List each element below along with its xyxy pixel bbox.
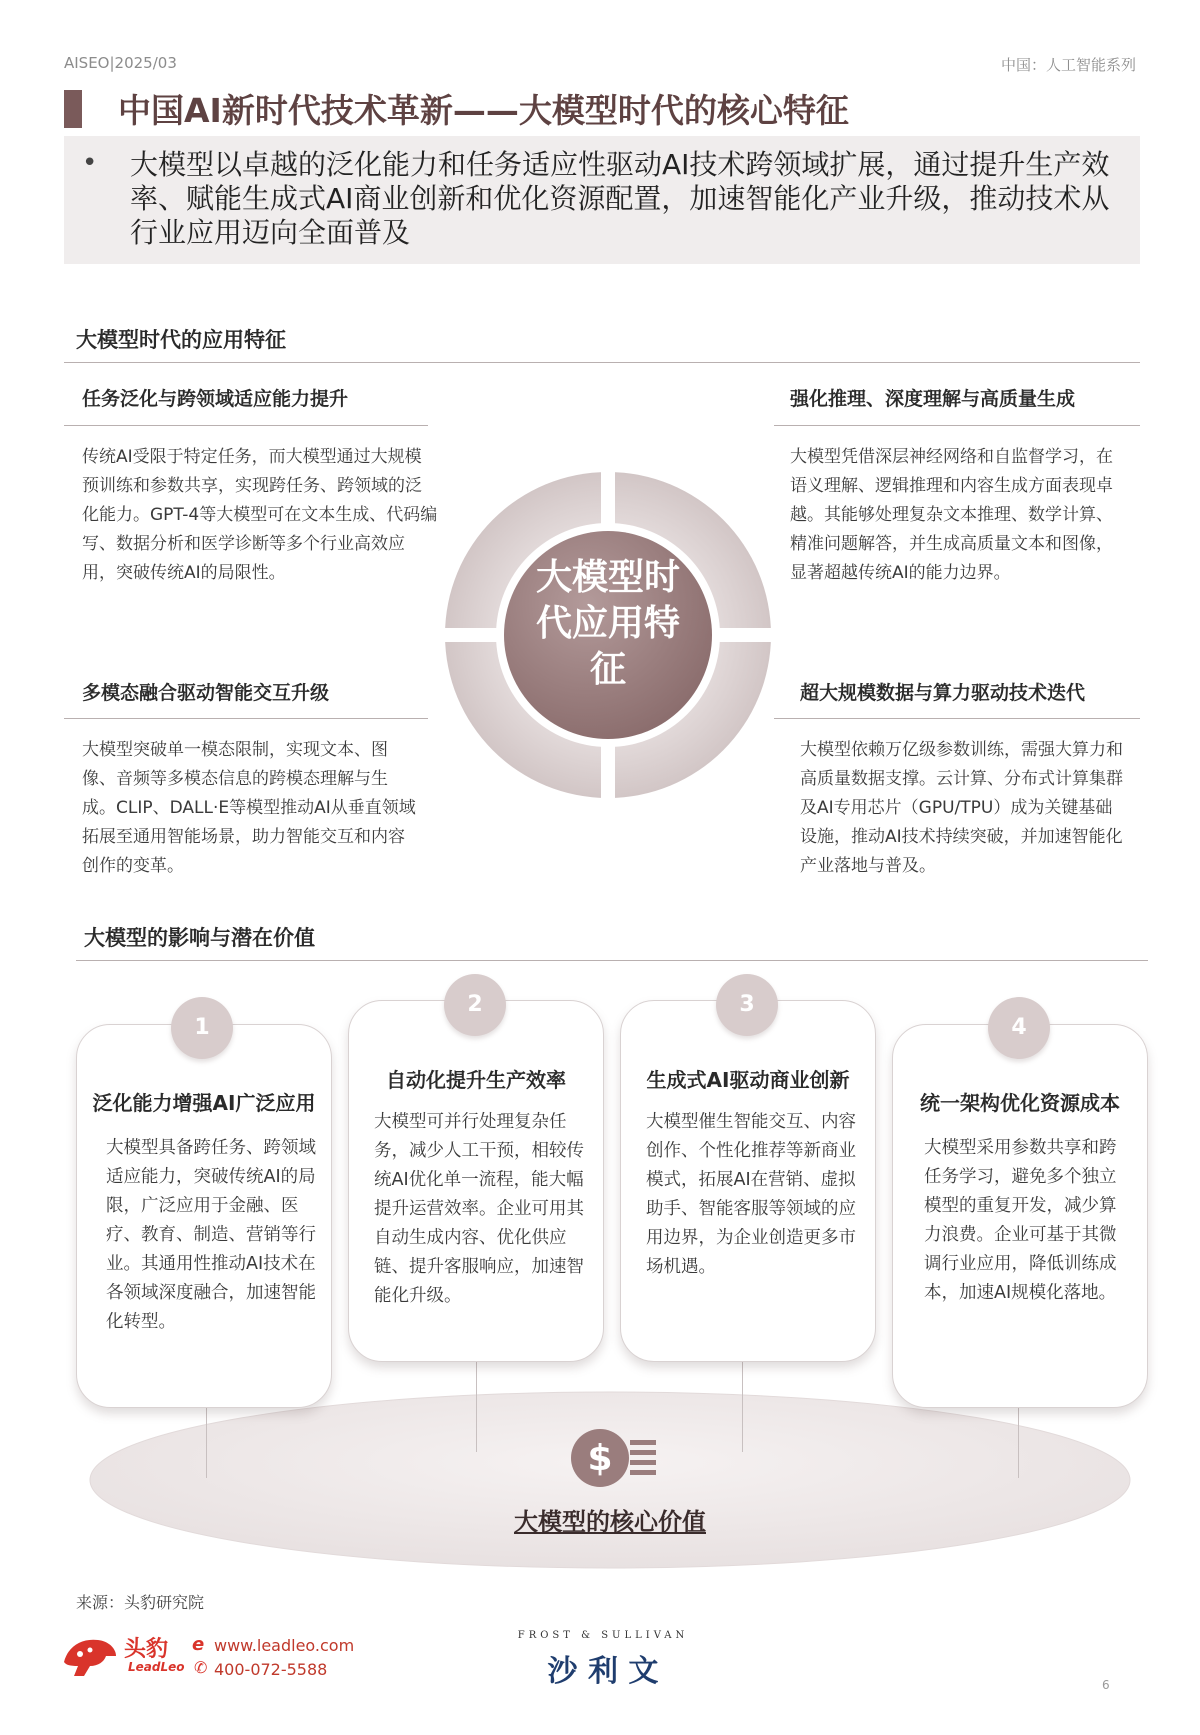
footer-phone: 400-072-5588 (214, 1660, 328, 1679)
report-code: AISEO|2025/03 (64, 54, 177, 72)
feature-1-title: 任务泛化与跨领域适应能力提升 (82, 388, 349, 410)
connector-line-2 (476, 1362, 477, 1452)
title-accent-bar (64, 90, 82, 128)
leopard-logo-icon (60, 1632, 120, 1678)
section2-title: 大模型的影响与潜在价值 (84, 926, 315, 950)
section1-divider (64, 362, 1140, 363)
value-card-2-number: 2 (444, 974, 506, 1036)
feature-2-title: 强化推理、深度理解与高质量生成 (790, 388, 1076, 410)
value-card-1-title: 泛化能力增强AI广泛应用 (92, 1091, 316, 1115)
feature-1-body: 传统AI受限于特定任务，而大模型通过大规模预训练和参数共享，实现跨任务、跨领域的泛化能力。GPT-4等大模型可在文本生成、代码编写、数据分析和医学诊断等多个行业高效应用，突破传统AI的局限性。 (82, 447, 438, 583)
value-card-4-number: 4 (988, 997, 1050, 1059)
feature-3-title: 多模态融合驱动智能交互升级 (82, 682, 330, 704)
value-card-4-body: 大模型采用参数共享和跨任务学习，避免多个独立模型的重复开发，减少算力浪费。企业可基于其微调行业应用，降低训练成本，加速AI规模化落地。 (924, 1138, 1117, 1303)
bullet-icon: • (82, 148, 98, 178)
feature-2-divider (774, 425, 1140, 426)
core-value-label: 大模型的核心价值 (514, 1508, 706, 1536)
section1-title: 大模型时代的应用特征 (76, 328, 286, 352)
feature-4-divider (774, 718, 1140, 719)
value-card-1-number: 1 (171, 997, 233, 1059)
section2-divider (76, 960, 1148, 961)
feature-3-body: 大模型突破单一模态限制，实现文本、图像、音频等多模态信息的跨模态理解与生成。CLIP、DALL·E等模型推动AI从垂直领域拓展至通用智能场景，助力智能交互和内容创作的变革。 (82, 740, 416, 876)
value-card-2-body: 大模型可并行处理复杂任务，减少人工干预，相较传统AI优化单一流程，能大幅提升运营效率。企业可用其自动生成内容、优化供应链、提升客服响应，加速智能化升级。 (374, 1112, 584, 1306)
partner-cn: 沙 利 文 (547, 1654, 659, 1689)
value-card-3-number: 3 (716, 974, 778, 1036)
source-note: 来源：头豹研究院 (76, 1593, 205, 1612)
feature-4-body: 大模型依赖万亿级参数训练，需强大算力和高质量数据支撑。云计算、分布式计算集群及AI专用芯片（GPU/TPU）成为关键基础设施，推动AI技术持续突破，并加速智能化产业落地与普及。 (800, 740, 1123, 876)
feature-2-body: 大模型凭借深层神经网络和自监督学习，在语义理解、逻辑推理和内容生成方面表现卓越。其能够处理复杂文本推理、数学计算、精准问题解答，并生成高质量文本和图像，显著超越传统AI的能力边界。 (790, 447, 1113, 583)
value-card-1-body: 大模型具备跨任务、跨领域适应能力，突破传统AI的局限，广泛应用于金融、医疗、教育、制造、营销等行业。其通用性推动AI技术在各领域深度融合，加速智能化转型。 (106, 1138, 316, 1332)
web-icon: e (192, 1634, 205, 1655)
feature-1-divider (64, 425, 428, 426)
series-label: 中国：人工智能系列 (1000, 56, 1136, 74)
page-number: 6 (1102, 1678, 1110, 1692)
svg-text:$: $ (587, 1438, 613, 1479)
value-card-3-body: 大模型催生智能交互、内容创作、个性化推荐等新商业模式，拓展AI在营销、虚拟助手、智能客服等领域的应用边界，为企业创造更多市场机遇。 (646, 1112, 856, 1277)
value-card-4-title: 统一架构优化资源成本 (920, 1091, 1120, 1115)
connector-line-4 (1018, 1408, 1019, 1478)
dollar-coin-icon (570, 1428, 660, 1488)
footer-url[interactable]: www.leadleo.com (214, 1636, 355, 1655)
value-card-2-title: 自动化提升生产效率 (386, 1068, 566, 1092)
connector-line-3 (742, 1362, 743, 1452)
partner-en: FROST & SULLIVAN (517, 1630, 689, 1641)
summary-text: 大模型以卓越的泛化能力和任务适应性驱动AI技术跨领域扩展，通过提升生产效率、赋能生成式AI商业创新和优化资源配置，加速智能化产业升级，推动技术从行业应用迈向全面普及 (130, 148, 1110, 249)
page-title: 中国AI新时代技术革新——大模型时代的核心特征 (118, 91, 849, 130)
value-card-3-title: 生成式AI驱动商业创新 (646, 1068, 850, 1092)
brand-cn: 头豹 (124, 1637, 169, 1662)
feature-3-divider (64, 718, 428, 719)
summary-box (64, 136, 1140, 264)
brand-en: LeadLeo (128, 1660, 185, 1674)
feature-4-title: 超大规模数据与算力驱动技术迭代 (800, 682, 1086, 704)
center-label: 大模型时代应用特征 (535, 557, 680, 690)
phone-icon: ✆ (194, 1658, 208, 1677)
connector-line-1 (206, 1408, 207, 1478)
